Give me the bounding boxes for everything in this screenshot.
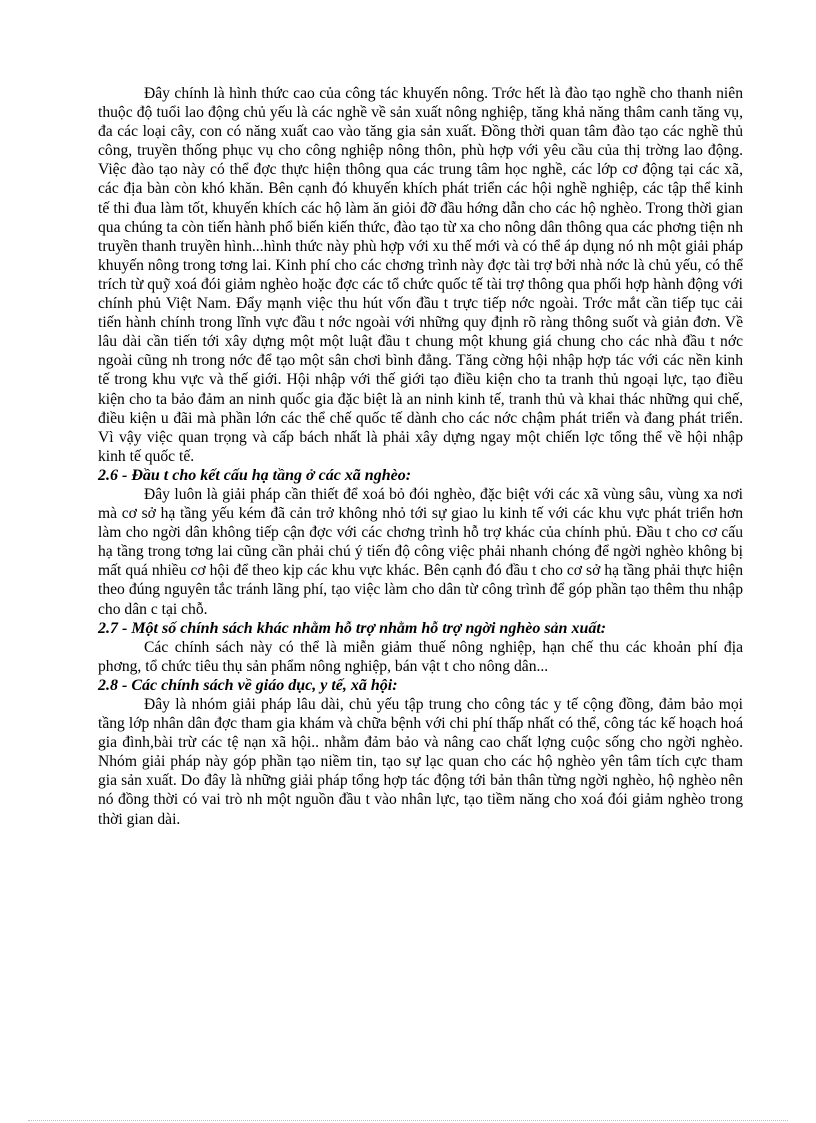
document-page xyxy=(98,84,743,829)
heading-2-8: 2.8 - Các chính sách về giáo dục, y tế, xã hội: xyxy=(98,676,398,694)
page-bottom-dotted-rule xyxy=(28,1120,788,1121)
paragraph-2-7: Các chính sách này có thể là miễn giảm thuế nông nghiệp, hạn chế thu các khoản phí địa phơng, tổ chức tiêu thụ sản phẩm nông nghiệp, bán vật t cho nông dân... xyxy=(98,638,743,675)
paragraph-intro: Đây chính là hình thức cao của công tác khuyến nông. Trớc hết là đào tạo nghề cho thanh niên thuộc độ tuổi lao động chủ yếu là các nghề về sản xuất nông nghiệp, tăng khả năng thâm canh tăng vụ, đa các loại cây, con có năng xuất cao vào tăng gia sản xuất. Đồng thời quan tâm đào tạo các nghề thủ công, truyền thống phục vụ cho công nghiệp nông thôn, phù hợp với yêu cầu của thị trờng lao động. Việc đào tạo này có thể đợc thực hiện thông qua các trung tâm học nghề, các lớp cơ động tại các xã, các địa bàn còn khó khăn. Bên cạnh đó khuyến khích phát triển các hội nghề nghiệp, các tập thể kinh tế thi đua làm tốt, khuyến khích các hộ làm ăn giỏi đỡ đầu hớng dẫn cho các hộ nghèo. Trong thời gian qua chúng ta còn tiến hành phổ biến kiến thức, đào tạo từ xa cho nông dân thông qua các phơng tiện nh truyền thanh truyền hình...hình thức này phù hợp với xu thế mới và có thể áp dụng nó nh một giải pháp khuyến nông trong tơng lai. Kinh phí cho các chơng trình này đợc tài trợ bởi nhà nớc là chủ yếu, có thể trích từ quỹ xoá đói giảm nghèo hoặc đợc các tổ chức quốc tế tài trợ thông qua phối hợp hành động với chính phủ Việt Nam. Đẩy mạnh việc thu hút vốn đầu t trực tiếp nớc ngoài. Trớc mắt cần tiếp tục cải tiến hành chính trong lĩnh vực đầu t nớc ngoài với những quy định rõ ràng thông suốt và giản đơn. Về lâu dài cần tiến tới xây dựng một một luật đầu t chung một khung giá chung cho các nhà đầu t nớc ngoài cũng nh trong nớc để tạo một sân chơi bình đẳng. Tăng cờng hội nhập hợp tác với các nền kinh tế trong khu vực và thế giới. Hội nhập với thế giới tạo điều kiện cho ta tranh thủ ngoại lực, tạo điều kiện cho ta bảo đảm an ninh quốc gia đặc biệt là an ninh kinh tế, tranh thủ và khai thác những qui chế, điều kiện u đãi mà phần lớn các thể chế quốc tế dành cho các nớc chậm phát triển và đang phát triển. Vì vậy việc quan trọng và cấp bách nhất là phải xây dựng ngay một chiến lợc tổng thể về hội nhập kinh tế quốc tế. xyxy=(98,85,743,465)
heading-2-6: 2.6 - Đầu t cho kết cấu hạ tầng ở các xã nghèo: xyxy=(98,466,412,484)
paragraph-2-6: Đây luôn là giải pháp cần thiết để xoá bỏ đói nghèo, đặc biệt với các xã vùng sâu, vùng xa nơi mà cơ sở hạ tầng yếu kém đã cản trở không nhỏ tới sự giao lu kinh tế với các khu vực phát triển hơn làm cho ngời dân không tiếp cận đợc với các chơng trình hỗ trợ khác của chính phủ. Đầu t cho cơ cấu hạ tầng trong tơng lai cũng cần phải chú ý tiến độ công việc phải nhanh chóng để ngời nghèo không bị mất quá nhiều cơ hội để theo kịp các khu vực khác. Bên cạnh đó đầu t cho cơ sở hạ tầng phải thực hiện theo đúng nguyên tắc tránh lãng phí, tạo việc làm cho dân từ công trình để góp phần tạo thêm thu nhập cho dân c tại chỗ. xyxy=(98,485,743,618)
heading-2-7: 2.7 - Một số chính sách khác nhằm hỗ trợ nhằm hỗ trợ ngời nghèo sản xuất: xyxy=(98,619,607,637)
paragraph-2-8: Đây là nhóm giải pháp lâu dài, chủ yếu tập trung cho công tác y tế cộng đồng, đảm bảo mọi tầng lớp nhân dân đợc tham gia khám và chữa bệnh với chi phí thấp nhất có thể, công tác kế hoạch hoá gia đình,bài trừ các tệ nạn xã hội.. nhằm đảm bảo và nâng cao chất lợng cuộc sống cho ngời nghèo. Nhóm giải pháp này góp phần tạo niềm tin, tạo sự lạc quan cho các hộ nghèo yên tâm tích cực tham gia sản xuất. Do đây là những giải pháp tổng hợp tác động tới bản thân từng ngời nghèo, hộ nghèo nên nó đồng thời có vai trò nh một nguồn đầu t vào nhân lực, tạo tiềm năng cho xoá đói giảm nghèo trong thời gian dài. xyxy=(98,696,743,828)
